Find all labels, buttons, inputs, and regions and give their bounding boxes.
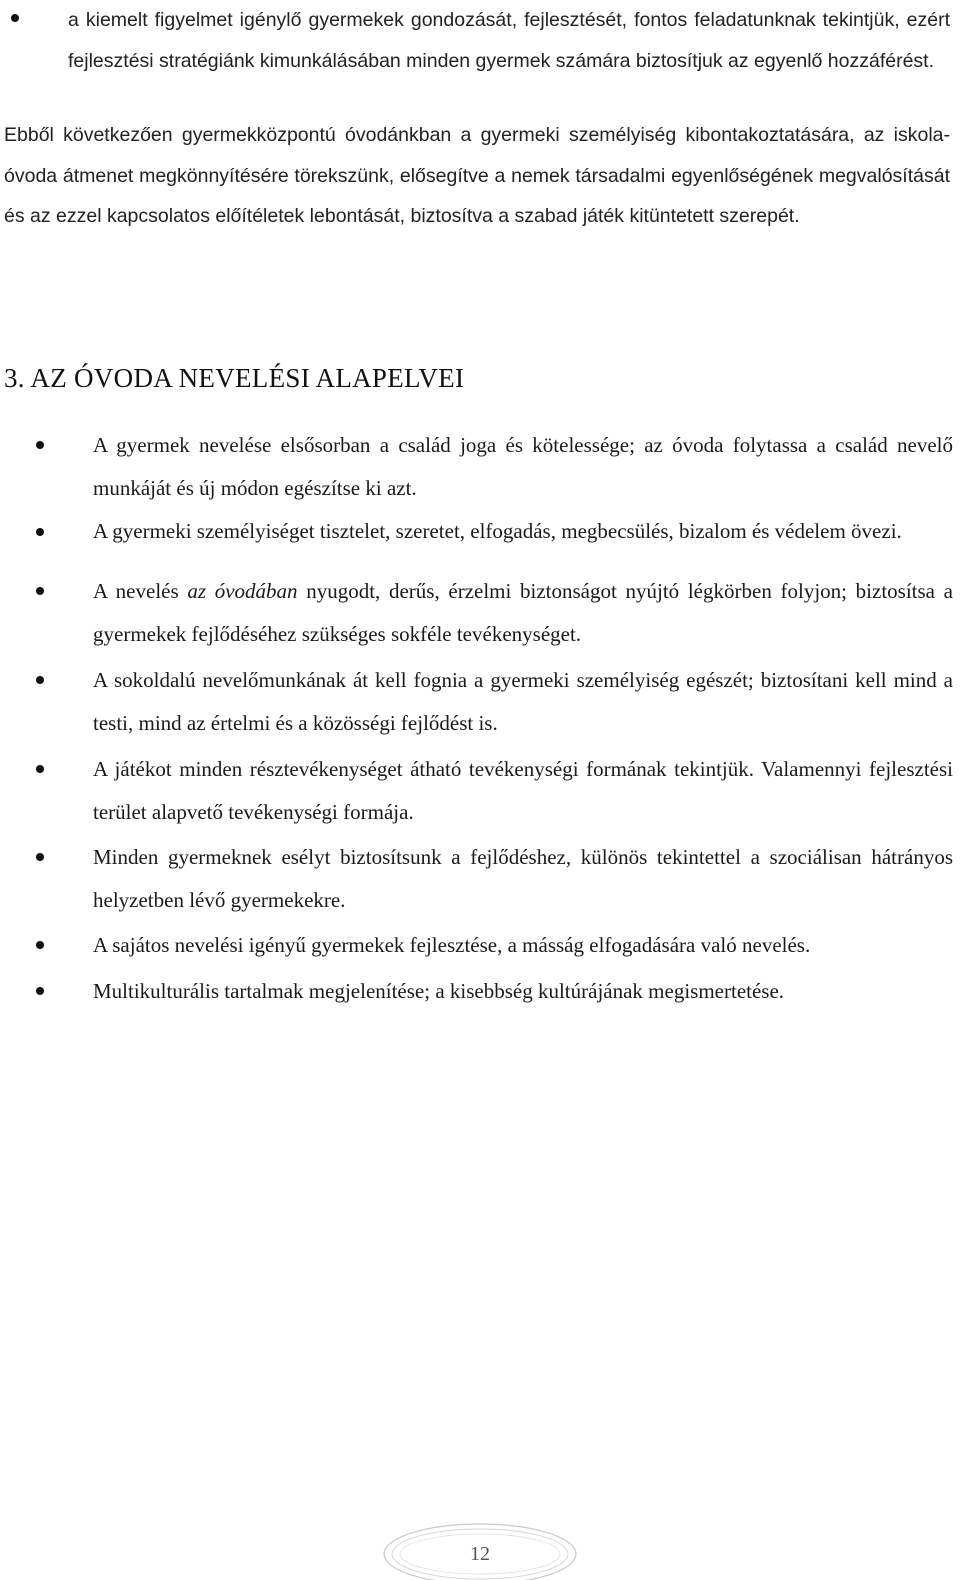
bullet-icon bbox=[36, 941, 44, 949]
list-item-italic-text: az óvodában bbox=[187, 579, 298, 603]
bullet-icon bbox=[11, 14, 19, 22]
top-bullet-text: a kiemelt figyelmet igénylő gyermekek gondozását, fejlesztését, fontos feladatunknak tekintjük, ezért fejlesztési stratégiánk kimunkálásában minden gyermek számára biztosítjuk az egyenlő hozzáférést. bbox=[68, 9, 950, 72]
list-item: Multikulturális tartalmak megjelenítése; a kisebbség kultúrájának megismertetése. bbox=[93, 979, 785, 1003]
list-item: A sokoldalú nevelőmunkának át kell fognia a gyermeki személyiség egészét; biztosítani kell mind a testi, mind az értelmi és a közösségi fejlődést is. bbox=[93, 668, 953, 735]
bullet-icon bbox=[36, 441, 44, 449]
body-paragraph: Ebből következően gyermekközpontú óvodánkban a gyermeki személyiség kibontakoztatására, az iskola-óvoda átmenet megkönnyítésére törekszünk, elősegítve a nemek társadalmi egyenlőségének megvalósítását és az ezzel kapcsolatos előítéletek lebontását, biztosítva a szabad játék kitüntetett szerepét. bbox=[4, 124, 950, 227]
bullet-icon bbox=[36, 676, 44, 684]
section-heading: 3. AZ ÓVODA NEVELÉSI ALAPELVEI bbox=[4, 363, 465, 393]
bullet-icon bbox=[36, 853, 44, 861]
list-item: Minden gyermeknek esélyt biztosítsunk a fejlődéshez, különös tekintettel a szociálisan hátrányos helyzetben lévő gyermekekre. bbox=[93, 845, 953, 912]
bullet-icon bbox=[36, 987, 44, 995]
list-item-text: nyugodt, derűs, érzelmi biztonságot nyújtó légkörben folyjon; biztosítsa a gyermekek fejlődéséhez szükséges sokféle tevékenységet. bbox=[93, 579, 953, 646]
list-item: A sajátos nevelési igényű gyermekek fejlesztése, a másság elfogadására való nevelés. bbox=[93, 933, 811, 957]
list-item-text: A nevelés bbox=[93, 579, 188, 603]
list-item: A gyermeki személyiséget tisztelet, szeretet, elfogadás, megbecsülés, bizalom és védelem övezi. bbox=[93, 519, 902, 543]
bullet-icon bbox=[36, 528, 44, 536]
bullet-icon bbox=[36, 587, 44, 595]
list-item bbox=[93, 570, 953, 656]
page-footer bbox=[370, 1514, 590, 1580]
page-number: 12 bbox=[470, 1543, 490, 1565]
list-item: A játékot minden résztevékenységet átható tevékenységi formának tekintjük. Valamennyi fejlesztési terület alapvető tevékenységi formája. bbox=[93, 757, 953, 824]
list-item: A gyermek nevelése elsősorban a család joga és kötelessége; az óvoda folytassa a család nevelő munkáját és új módon egészítse ki azt. bbox=[93, 433, 953, 500]
bullet-icon bbox=[36, 765, 44, 773]
